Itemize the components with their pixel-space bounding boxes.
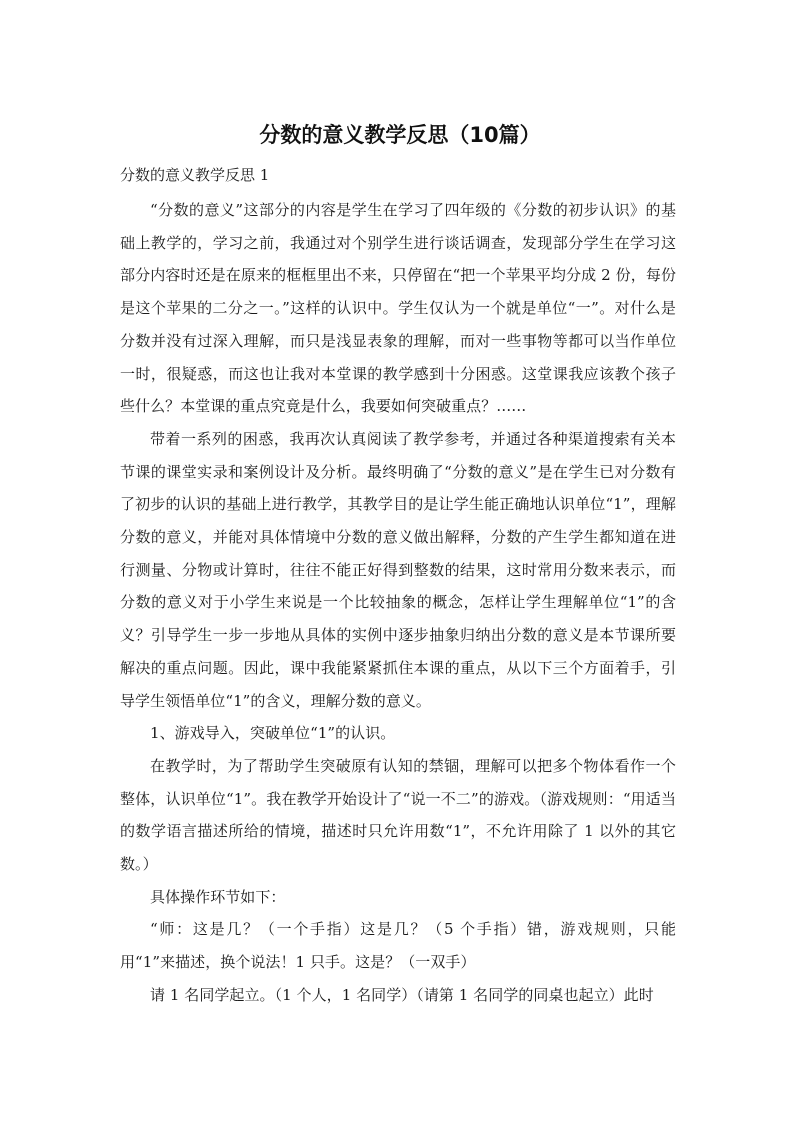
paragraph: 具体操作环节如下： [150,887,286,906]
section-heading: 分数的意义教学反思 1 [120,166,270,184]
document-title: 分数的意义教学反思（10篇） [259,123,541,147]
paragraph: 1、游戏导入，突破单位“1”的认识。 [150,724,396,743]
paragraph: 在教学时，为了帮助学生突破原有认知的禁锢，理解可以把多个物体看作一个整体，认识单位“1”。我在教学开始设计了“说一不二”的游戏。（游戏规则：“用适当的数学语言描述所给的情境，描述时只允许用数“1”，不允许用除了 1 以外的其它数。） [120,756,676,874]
document-body [120,194,676,1012]
paragraph: 请 1 名同学起立。（1 个人，1 名同学）（请第 1 名同学的同桌也起立）此时 [150,985,654,1004]
paragraph: 带着一系列的困惑，我再次认真阅读了教学参考，并通过各种渠道搜索有关本节课的课堂实录和案例设计及分析。最终明确了“分数的意义”是在学生已对分数有了初步的认识的基础上进行教学，其教学目的是让学生能正确地认识单位“1”，理解分数的意义，并能对具体情境中分数的意义做出解释，分数的产生学生都知道在进行测量、分物或计算时，往往不能正好得到整数的结果，这时常用分数来表示，而分数的意义对于小学生来说是一个比较抽象的概念，怎样让学生理解单位“1”的含义？引导学生一步一步地从具体的实例中逐步抽象归纳出分数的意义是本节课所要解决的重点问题。因此，课中我能紧紧抓住本课的重点，从以下三个方面着手，引导学生领悟单位“1”的含义，理解分数的意义。 [120,429,676,710]
paragraph: “师：这是几？（一个手指）这是几？（5 个手指）错，游戏规则，只能用“1”来描述，换个说法！1 只手。这是？（一双手） [120,920,676,972]
paragraph: “分数的意义”这部分的内容是学生在学习了四年级的《分数的初步认识》的基础上教学的，学习之前，我通过对个别学生进行谈话调查，发现部分学生在学习这部分内容时还是在原来的框框里出不来，只停留在“把一个苹果平均分成 2 份，每份是这个苹果的二分之一。”这样的认识中。学生仅认为一个就是单位“一”。对什么是分数并没有过深入理解，而只是浅显表象的理解，而对一些事物等都可以当作单位一时，很疑惑，而这也让我对本堂课的教学感到十分困惑。这堂课我应该教个孩子些什么？本堂课的重点究竟是什么，我要如何突破重点？…… [120,201,676,416]
